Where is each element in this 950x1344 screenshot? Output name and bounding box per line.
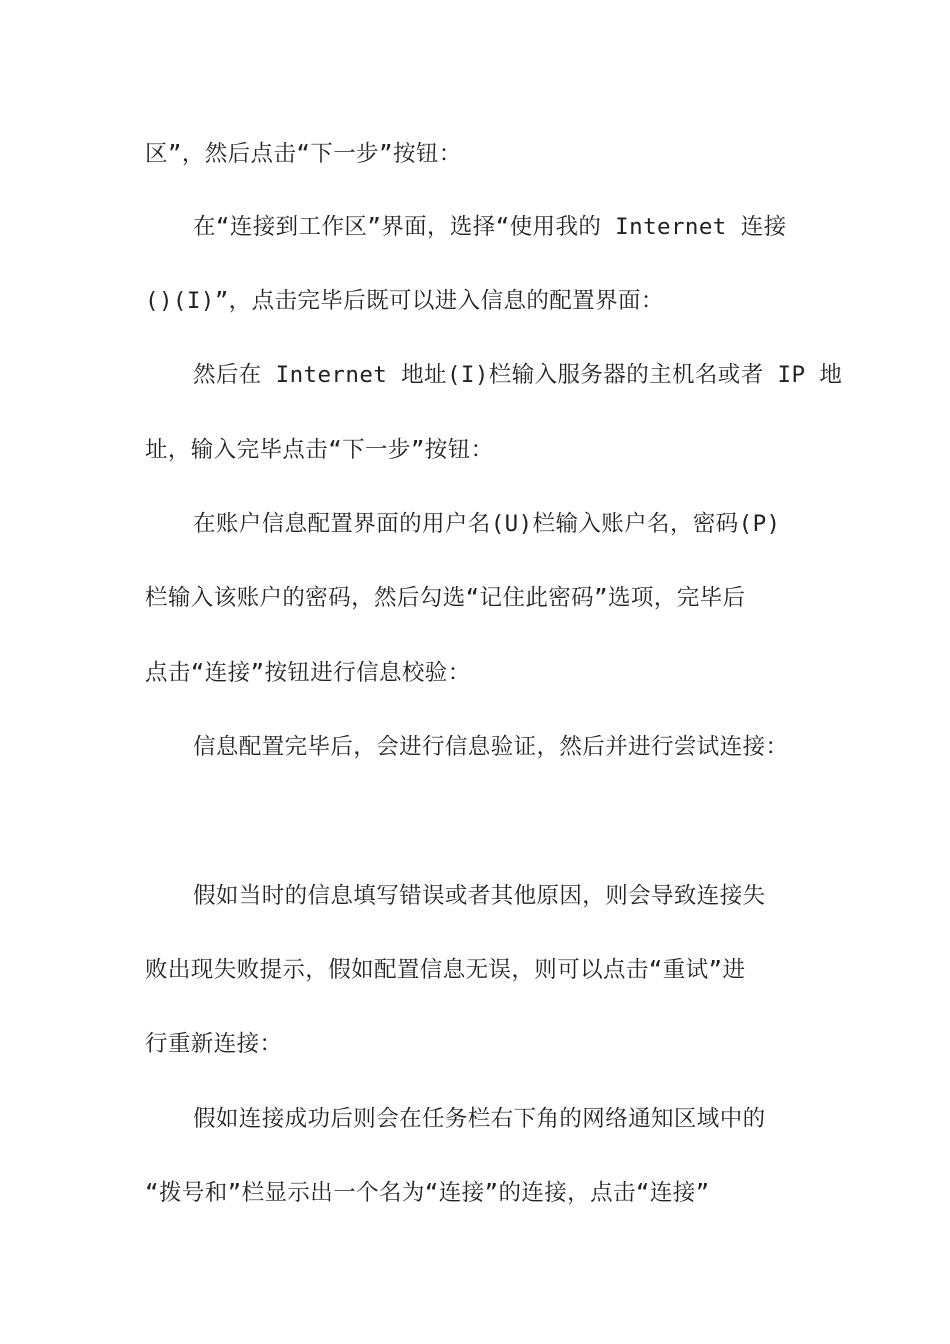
text-line: “拨号和”栏显示出一个名为“连接”的连接，点击“连接” [145, 1180, 710, 1206]
text-line: ()(I)”，点击完毕后既可以进入信息的配置界面： [145, 288, 664, 314]
text-line: 行重新连接： [145, 1031, 283, 1057]
paragraph-start: 信息配置完毕后，会进行信息验证，然后并进行尝试连接： [193, 734, 789, 760]
text-line: 点击“连接”按钮进行信息校验： [145, 660, 471, 686]
paragraph-start: 假如当时的信息填写错误或者其他原因，则会导致连接失 [193, 883, 766, 909]
paragraph-start: 然后在 Internet 地址(I)栏输入服务器的主机名或者 IP 地 [193, 362, 843, 388]
paragraph-start: 在“连接到工作区”界面，选择“使用我的 Internet 连接 [193, 214, 787, 240]
paragraph-start: 在账户信息配置界面的用户名(U)栏输入账户名，密码(P) [193, 511, 781, 537]
text-line: 址，输入完毕点击“下一步”按钮： [145, 437, 494, 463]
text-line: 栏输入该账户的密码，然后勾选“记住此密码”选项，完毕后 [145, 585, 746, 611]
paragraph-start: 假如连接成功后则会在任务栏右下角的网络通知区域中的 [193, 1106, 766, 1132]
text-line: 区”，然后点击“下一步”按钮： [145, 141, 462, 167]
text-line: 败出现失败提示，假如配置信息无误，则可以点击“重试”进 [145, 957, 746, 983]
